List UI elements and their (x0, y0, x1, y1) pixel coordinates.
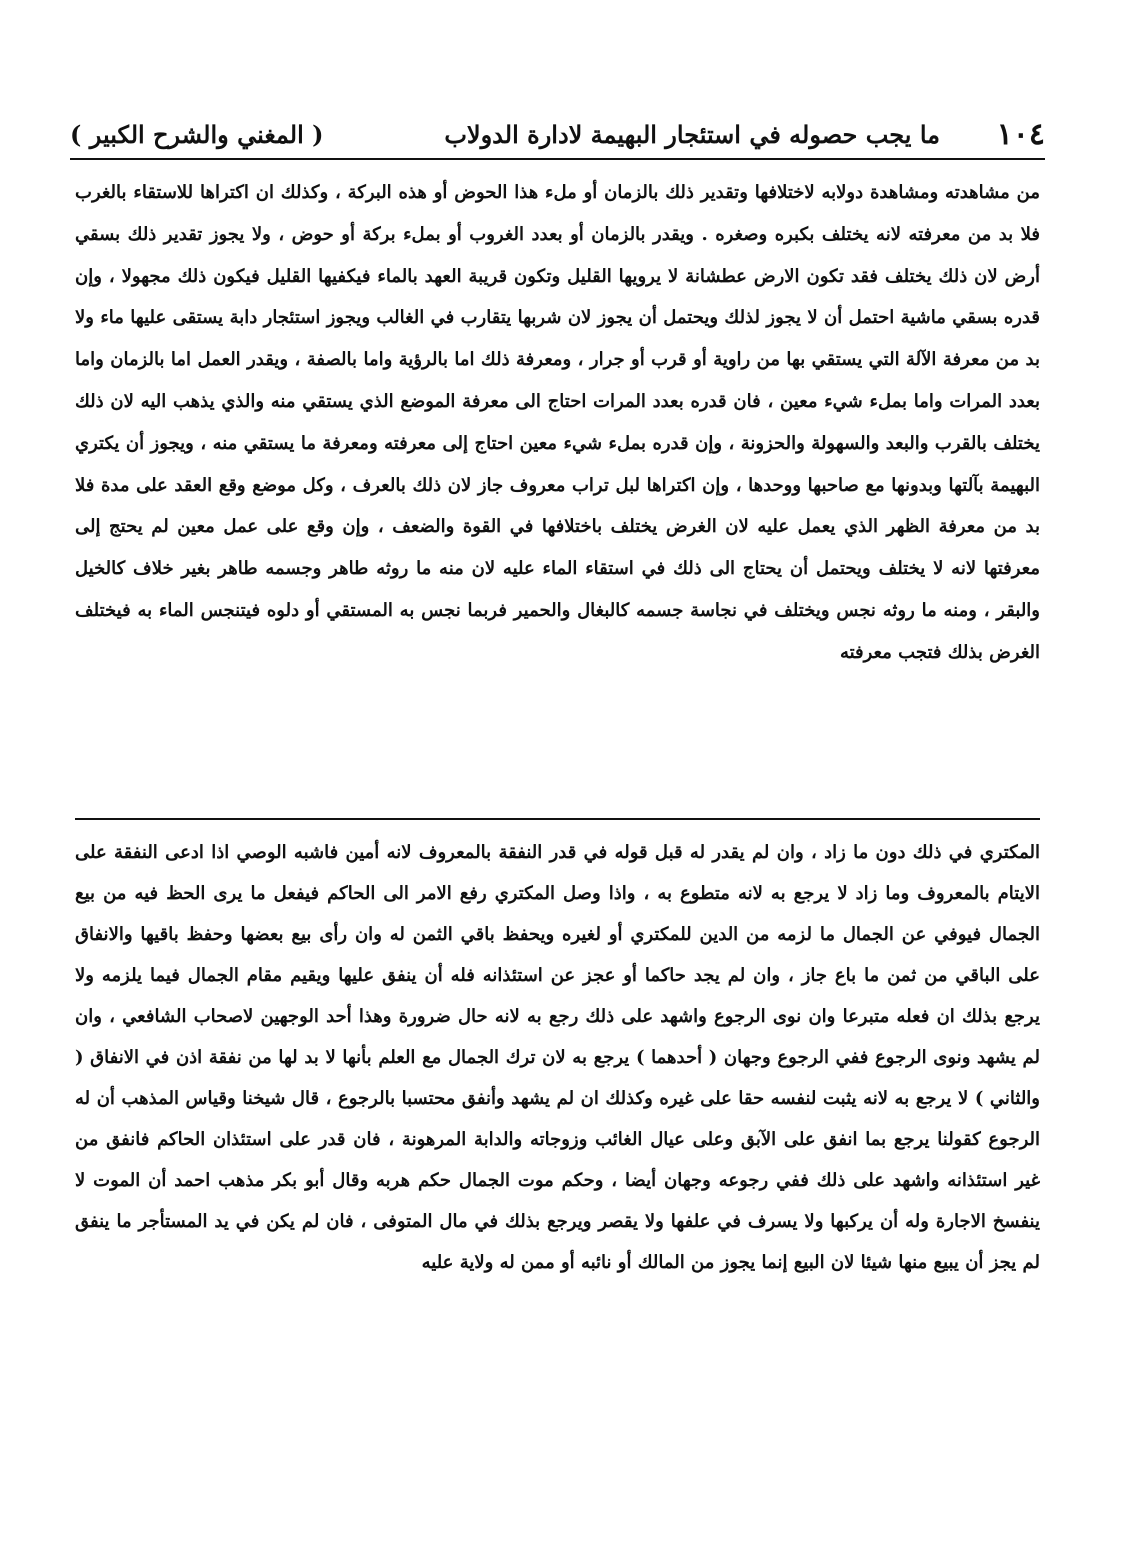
main-text-paragraph: من مشاهدته ومشاهدة دولابه لاختلافها وتقدير ذلك بالزمان أو ملء هذا الحوض أو هذه البركة ، وكذلك ان اكتراها للاستقاء بالغرب فلا بد من معرفته لانه يختلف بكبره وصغره . ويقدر بالزمان أو بعدد الغروب أو بملء بركة أو حوض ، ولا يجوز تقدير ذلك بسقي أرض لان ذلك يختلف فقد تكون الارض عطشانة لا يرويها القليل وتكون قريبة العهد بالماء فيكفيها القليل فيكون ذلك مجهولا ، وإن قدره بسقي ماشية احتمل أن لا يجوز لذلك ويحتمل أن يجوز لان شربها يتقارب في الغالب ويجوز استئجار دابة يستقى عليها ماء ولا بد من معرفة الآلة التي يستقي بها من راوية أو قرب أو جرار ، ومعرفة ذلك اما بالرؤية واما بالصفة ، ويقدر العمل اما بالزمان واما بعدد المرات واما بملء شيء معين ، فان قدره بعدد المرات احتاج الى معرفة الموضع الذي يستقي منه والذي يذهب اليه لان ذلك يختلف بالقرب والبعد والسهولة والحزونة ، وإن قدره بملء شيء معين احتاج إلى معرفته ومعرفة ما يستقي منه ، ويجوز أن يكتري البهيمة بآلتها وبدونها مع صاحبها ووحدها ، وإن اكتراها لبل تراب معروف جاز لان ذلك بالعرف ، وكل موضع وقع العقد على مدة فلا بد من معرفة الظهر الذي يعمل عليه لان الغرض يختلف باختلافها في القوة والضعف ، وإن وقع على عمل معين لم يحتج إلى معرفتها لانه لا يختلف ويحتمل أن يحتاج الى ذلك في استقاء الماء عليه لان منه ما روثه طاهر وجسمه طاهر بغير خلاف كالخيل والبقر ، ومنه ما روثه نجس ويختلف في نجاسة جسمه كالبغال والحمير فربما نجس به المستقي أو دلوه فيتنجس الماء به فيختلف الغرض بذلك فتجب معرفته (75, 182, 1041, 663)
main-text-block (75, 172, 1040, 674)
page-header (70, 112, 1045, 156)
book-title: ( المغني والشرح الكبير ) (70, 119, 324, 149)
running-title: ما يجب حصوله في استئجار البهيمة لادارة الدولاب (444, 119, 940, 149)
section-divider (75, 818, 1040, 820)
page-number: ١٠٤ (996, 116, 1045, 152)
commentary-text-block (75, 832, 1040, 1283)
header-divider (70, 158, 1045, 160)
commentary-text-paragraph: المكتري في ذلك دون ما زاد ، وان لم يقدر له قبل قوله في قدر النفقة بالمعروف لانه أمين فاشبه الوصي اذا ادعى النفقة على الايتام بالمعروف وما زاد لا يرجع به لانه متطوع به ، واذا وصل المكتري رفع الامر الى الحاكم فيفعل ما يرى الحظ فيه من بيع الجمال فيوفي عن الجمال ما لزمه من الدين للمكتري أو لغيره ويحفظ باقي الثمن له وان رأى بيع بعضها وحفظ باقيها والانفاق على الباقي من ثمن ما باع جاز ، وان لم يجد حاكما أو عجز عن استئذانه فله أن ينفق عليها ويقيم مقام الجمال فيما يلزمه ولا يرجع بذلك ان فعله متبرعا وان نوى الرجوع واشهد على ذلك رجع به لانه حال ضرورة وهذا أحد الوجهين لاصحاب الشافعي ، وان لم يشهد ونوى الرجوع ففي الرجوع وجهان ( أحدهما ) يرجع به لان ترك الجمال مع العلم بأنها لا بد لها من نفقة اذن في الانفاق ( والثاني ) لا يرجع به لانه يثبت لنفسه حقا على غيره وكذلك ان لم يشهد وأنفق محتسبا بالرجوع ، قال شيخنا وقياس المذهب أن له الرجوع كقولنا يرجع بما انفق على الآبق وعلى عيال الغائب وزوجاته والدابة المرهونة ، فان قدر على استئذان الحاكم فانفق من غير استئذانه واشهد على ذلك ففي رجوعه وجهان أيضا ، وحكم موت الجمال حكم هربه وقال أبو بكر مذهب احمد أن الموت لا ينفسخ الاجارة وله أن يركبها ولا يسرف في علفها ولا يقصر ويرجع بذلك في مال المتوفى ، فان لم يكن في يد المستأجر ما ينفق لم يجز أن يبيع منها شيئا لان البيع إنما يجوز من المالك أو نائبه أو ممن له ولاية عليه (75, 842, 1040, 1273)
